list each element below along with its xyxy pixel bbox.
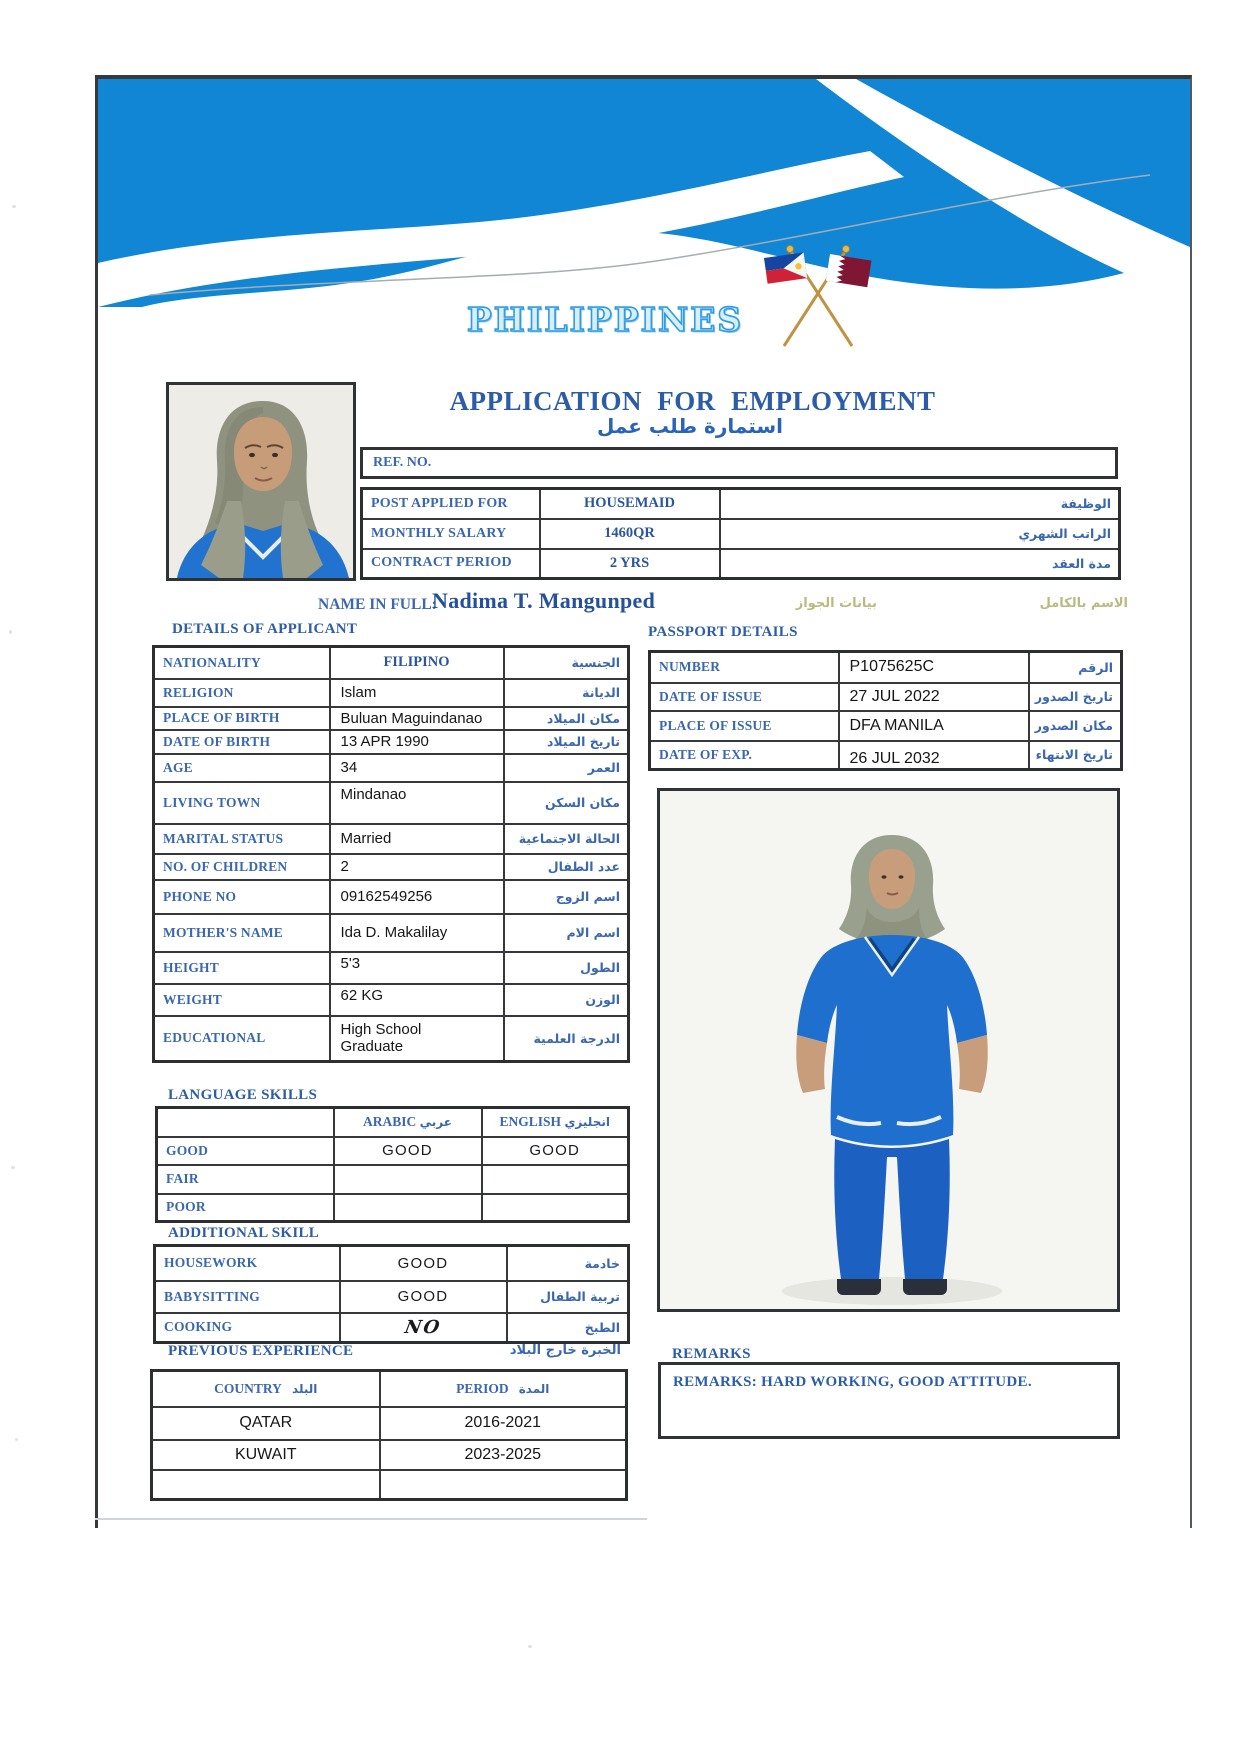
field-label: PHONE NO: [154, 880, 330, 914]
field-label: HEIGHT: [154, 952, 330, 984]
table-row: [650, 683, 1122, 711]
field-label: AGE: [154, 754, 330, 782]
field-label-arabic: مكان السكن: [504, 782, 629, 824]
field-label-arabic: الدرجة العلمية: [504, 1016, 629, 1062]
field-label-arabic: العمر: [504, 754, 629, 782]
field-label: CONTRACT PERIOD: [362, 549, 540, 579]
table-row: [362, 549, 1120, 579]
field-value: 27 JUL 2022: [839, 683, 1029, 711]
ref-no-field: [360, 447, 1118, 479]
field-label: COOKING: [155, 1313, 340, 1343]
field-label-arabic: تاريخ الميلاد: [504, 730, 629, 754]
field-value: 09162549256: [330, 880, 504, 914]
field-label-arabic: تاريخ الصدور: [1029, 683, 1122, 711]
previous-experience-heading: PREVIOUS EXPERIENCE: [168, 1343, 354, 1359]
previous-experience-heading-arabic: الخبرة خارج البلاد: [509, 1343, 621, 1358]
field-label-arabic: الديانة: [504, 679, 629, 707]
page-title-arabic: استمارة طلب عمل: [597, 414, 783, 438]
field-value: GOOD: [334, 1137, 482, 1165]
faded-passport-arabic-text: بيانات الجواز: [795, 596, 877, 611]
table-row: [650, 711, 1122, 741]
field-value: Mindanao: [330, 782, 504, 824]
field-value: 62 KG: [330, 984, 504, 1016]
empty-header-cell: [157, 1108, 334, 1137]
scan-speck: [528, 1645, 532, 1648]
details-heading: DETAILS OF APPLICANT: [172, 621, 358, 637]
table-row: [154, 984, 629, 1016]
field-value: 2 YRS: [540, 549, 720, 579]
field-value: Ida D. Makalilay: [330, 914, 504, 952]
table-row: [154, 647, 629, 679]
field-label: NO. OF CHILDREN: [154, 854, 330, 880]
field-label-arabic: اسم الام: [504, 914, 629, 952]
field-label: MONTHLY SALARY: [362, 519, 540, 549]
bottom-separator-line: [95, 1518, 647, 1520]
field-label-arabic: مكان الصدور: [1029, 711, 1122, 741]
field-label-arabic: الطبخ: [507, 1313, 629, 1343]
field-label: FAIR: [157, 1165, 334, 1194]
period-column-header: [380, 1371, 627, 1407]
field-value: [334, 1165, 482, 1194]
period-value: [380, 1470, 627, 1500]
table-row: [154, 854, 629, 880]
table-row: [362, 489, 1120, 519]
table-row: [154, 880, 629, 914]
field-label: MOTHER'S NAME: [154, 914, 330, 952]
table-row: [154, 707, 629, 730]
field-label-arabic: الحالة الاجتماعية: [504, 824, 629, 854]
job-details-table: [360, 487, 1121, 580]
table-row: [152, 1440, 627, 1470]
table-row: [157, 1108, 629, 1137]
field-label-arabic: عدد الطفال: [504, 854, 629, 880]
applicant-photo-small: [166, 382, 356, 581]
field-value: GOOD: [340, 1281, 507, 1313]
field-value: [482, 1165, 629, 1194]
column-label: COUNTRY: [214, 1380, 282, 1396]
passport-details-table: [648, 650, 1123, 771]
scan-speck: [12, 205, 16, 208]
field-value: Married: [330, 824, 504, 854]
remarks-box: [658, 1362, 1120, 1439]
field-label: POOR: [157, 1194, 334, 1222]
field-label-arabic: الوزن: [504, 984, 629, 1016]
faded-name-arabic-text: الاسم بالكامل: [1039, 596, 1128, 611]
field-value: High School Graduate: [330, 1016, 504, 1062]
passport-heading: PASSPORT DETAILS: [648, 624, 798, 640]
applicant-full-body-image: [660, 791, 1117, 1309]
table-row: [154, 754, 629, 782]
column-label-arabic: انجليزي: [564, 1115, 610, 1130]
field-value: 1460QR: [540, 519, 720, 549]
table-row: [157, 1194, 629, 1222]
scan-speck: [11, 1166, 15, 1169]
field-label-arabic: مدة العقد: [720, 549, 1120, 579]
arabic-column-header: [334, 1108, 482, 1137]
field-value: 5'3: [330, 952, 504, 984]
table-row: [155, 1281, 629, 1313]
table-row: [362, 519, 1120, 549]
table-row: [154, 730, 629, 754]
field-value: FILIPINO: [330, 647, 504, 679]
table-row: [152, 1407, 627, 1440]
field-value: Buluan Maguindanao: [330, 707, 504, 730]
table-row: [154, 914, 629, 952]
name-in-full-value: Nadima T. Mangunped: [432, 588, 656, 613]
table-row: [154, 1016, 629, 1062]
field-label-arabic: الراتب الشهري: [720, 519, 1120, 549]
field-value: 34: [330, 754, 504, 782]
language-skills-table: [155, 1106, 630, 1223]
period-value: 2023-2025: [380, 1440, 627, 1470]
field-label-arabic: تاريخ الانتهاء: [1029, 741, 1122, 770]
field-label-arabic: تربية الطفال: [507, 1281, 629, 1313]
page-title: APPLICATION FOR EMPLOYMENT: [449, 386, 936, 416]
field-label: BABYSITTING: [155, 1281, 340, 1313]
field-value: 26 JUL 2032: [839, 741, 1029, 770]
table-row: [157, 1137, 629, 1165]
wave-header-graphic: [98, 79, 1190, 307]
field-label-arabic: الوظيفة: [720, 489, 1120, 519]
field-value: Islam: [330, 679, 504, 707]
table-row: [155, 1246, 629, 1281]
country-value: KUWAIT: [152, 1440, 380, 1470]
column-label: PERIOD: [456, 1380, 509, 1396]
field-value: HOUSEMAID: [540, 489, 720, 519]
field-value: [482, 1194, 629, 1222]
field-label: DATE OF EXP.: [650, 741, 839, 770]
column-label-arabic: المدة: [518, 1381, 550, 1396]
field-label: DATE OF ISSUE: [650, 683, 839, 711]
field-label: WEIGHT: [154, 984, 330, 1016]
field-label-arabic: الطول: [504, 952, 629, 984]
philippines-logo: PHILIPPINES: [466, 300, 744, 339]
field-value: P1075625C: [839, 652, 1029, 683]
table-row: [152, 1470, 627, 1500]
field-label-arabic: مكان الميلاد: [504, 707, 629, 730]
table-row: [154, 952, 629, 984]
column-label-arabic: البلد: [292, 1381, 318, 1396]
field-value: 2: [330, 854, 504, 880]
field-label: PLACE OF BIRTH: [154, 707, 330, 730]
field-label-arabic: الرقم: [1029, 652, 1122, 683]
additional-skill-table: [153, 1244, 630, 1344]
table-row: [154, 679, 629, 707]
field-label: MARITAL STATUS: [154, 824, 330, 854]
country-value: QATAR: [152, 1407, 380, 1440]
country-value: [152, 1470, 380, 1500]
field-value: [340, 1313, 507, 1343]
field-label: RELIGION: [154, 679, 330, 707]
scan-speck: [9, 630, 12, 634]
field-label-arabic: اسم الزوج: [504, 880, 629, 914]
previous-experience-table: [150, 1369, 628, 1501]
table-row: [155, 1313, 629, 1343]
field-label-arabic: خادمة: [507, 1246, 629, 1281]
additional-skill-heading: ADDITIONAL SKILL: [168, 1225, 320, 1241]
remarks-heading: REMARKS: [672, 1346, 751, 1362]
applicant-portrait-image: [169, 385, 353, 578]
applicant-photo-large: [657, 788, 1120, 1312]
philippines-qatar-flags-icon: [760, 242, 878, 354]
field-label: POST APPLIED FOR: [362, 489, 540, 519]
table-row: [152, 1371, 627, 1407]
field-label: GOOD: [157, 1137, 334, 1165]
column-label-arabic: عربي: [419, 1115, 452, 1130]
remarks-text: REMARKS: HARD WORKING, GOOD ATTITUDE.: [673, 1374, 1032, 1390]
table-row: [154, 824, 629, 854]
handwritten-no: NO: [403, 1316, 443, 1338]
field-value: GOOD: [482, 1137, 629, 1165]
field-label: PLACE OF ISSUE: [650, 711, 839, 741]
field-value: [334, 1194, 482, 1222]
name-in-full-label: NAME IN FULL:: [318, 596, 437, 613]
field-label: DATE OF BIRTH: [154, 730, 330, 754]
table-row: [650, 652, 1122, 683]
scan-speck: [15, 1438, 18, 1441]
field-label: NUMBER: [650, 652, 839, 683]
english-column-header: [482, 1108, 629, 1137]
field-value: DFA MANILA: [839, 711, 1029, 741]
field-label: EDUCATIONAL: [154, 1016, 330, 1062]
language-skills-heading: LANGUAGE SKILLS: [168, 1087, 318, 1103]
table-row: [154, 782, 629, 824]
country-column-header: [152, 1371, 380, 1407]
field-value: 13 APR 1990: [330, 730, 504, 754]
ref-no-label: REF. NO.: [373, 455, 432, 470]
field-label: HOUSEWORK: [155, 1246, 340, 1281]
period-value: 2016-2021: [380, 1407, 627, 1440]
field-label: LIVING TOWN: [154, 782, 330, 824]
details-of-applicant-table: [152, 645, 630, 1063]
column-label: ARABIC: [363, 1114, 417, 1130]
column-label: ENGLISH: [499, 1114, 562, 1130]
field-label: NATIONALITY: [154, 647, 330, 679]
field-label-arabic: الجنسية: [504, 647, 629, 679]
table-row: [650, 741, 1122, 770]
field-value: GOOD: [340, 1246, 507, 1281]
table-row: [157, 1165, 629, 1194]
